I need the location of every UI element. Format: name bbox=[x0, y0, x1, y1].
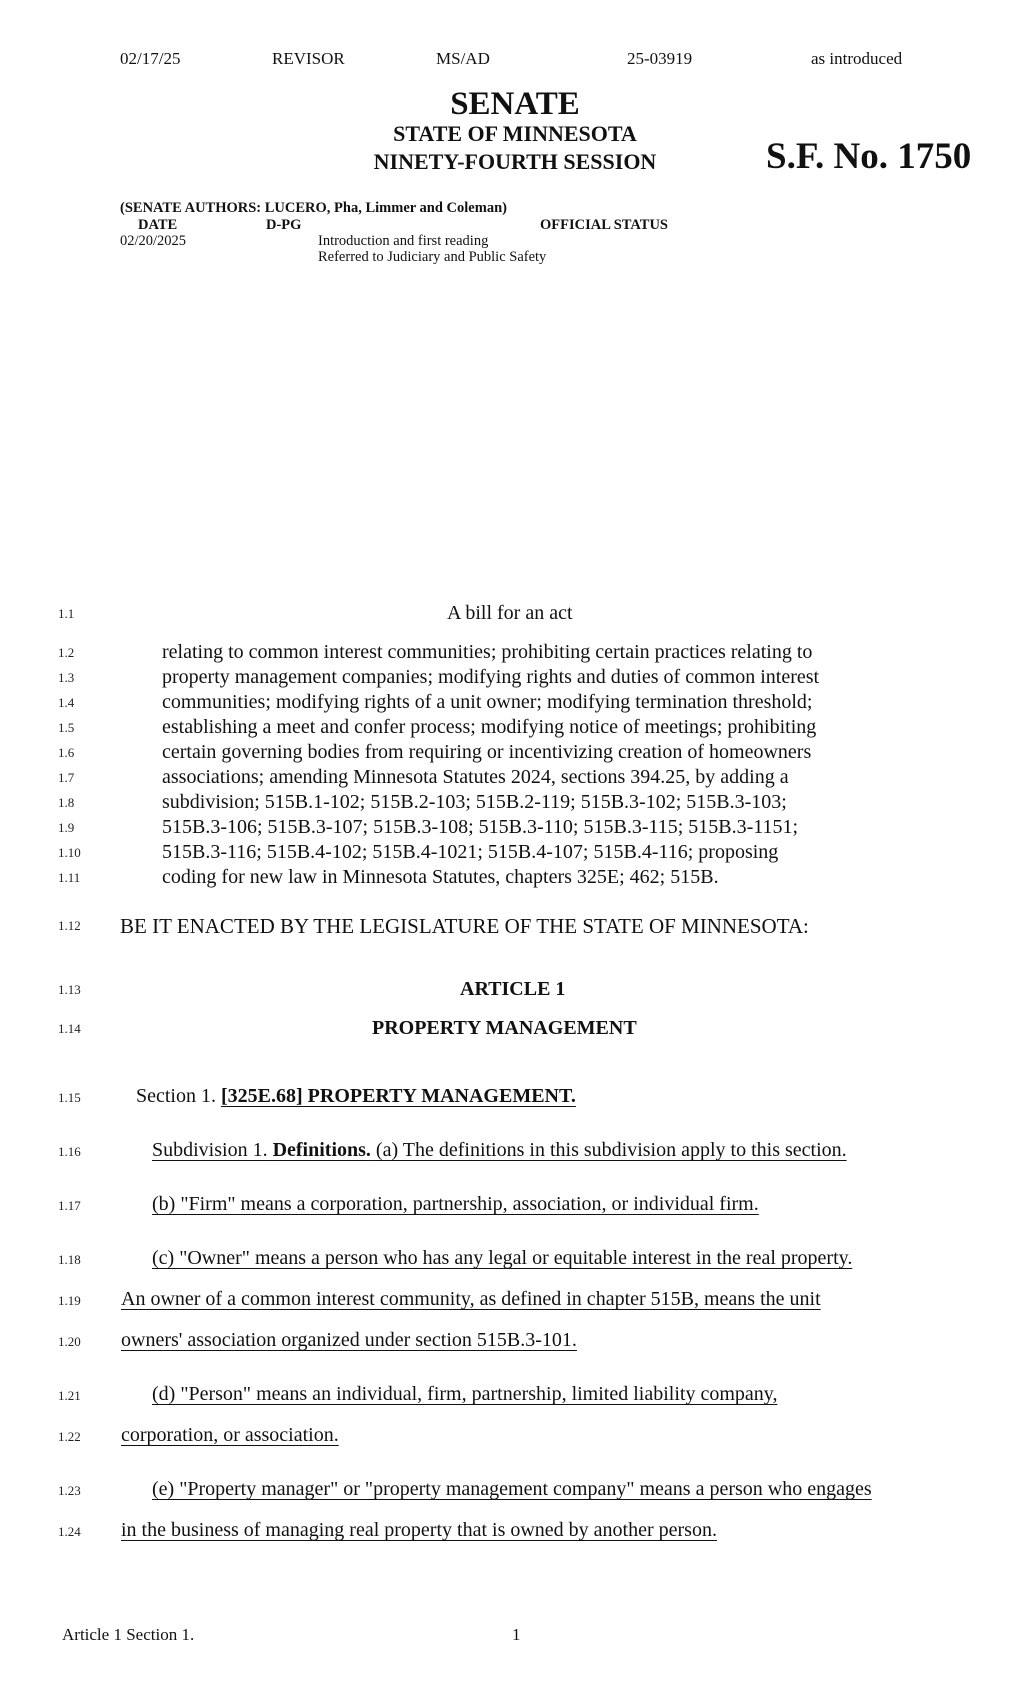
purpose-line: coding for new law in Minnesota Statutes, chapters 325E; 462; 515B. bbox=[162, 866, 719, 888]
purpose-line: communities; modifying rights of a unit owner; modifying termination threshold; bbox=[162, 691, 813, 713]
line-number: 1.11 bbox=[58, 870, 81, 885]
line-number: 1.16 bbox=[58, 1144, 81, 1159]
header-doc-number: 25-03919 bbox=[627, 49, 693, 68]
header-date: 02/17/25 bbox=[120, 49, 181, 68]
line-number: 1.15 bbox=[58, 1090, 81, 1105]
line-number: 1.24 bbox=[58, 1524, 81, 1539]
line-number: 1.1 bbox=[58, 606, 75, 621]
line-number: 1.23 bbox=[58, 1483, 81, 1498]
line-number: 1.14 bbox=[58, 1021, 81, 1036]
purpose-line: establishing a meet and confer process; modifying notice of meetings; prohibiting bbox=[162, 716, 817, 738]
purpose-line: certain governing bodies from requiring or incentivizing creation of homeowners bbox=[162, 741, 812, 763]
definition-property-manager: (e) "Property manager" or "property management company" means a person who engages bbox=[152, 1478, 872, 1500]
subdivision-label: Subdivision 1. bbox=[152, 1139, 268, 1161]
line-number: 1.12 bbox=[58, 918, 81, 933]
line-number: 1.13 bbox=[58, 982, 81, 997]
purpose-line: property management companies; modifying rights and duties of common interest bbox=[162, 666, 820, 688]
status-action-2: Referred to Judiciary and Public Safety bbox=[318, 249, 547, 265]
article-title: PROPERTY MANAGEMENT bbox=[372, 1017, 637, 1039]
definition-firm: (b) "Firm" means a corporation, partnership, association, or individual firm. bbox=[152, 1193, 759, 1215]
line-number: 1.4 bbox=[58, 695, 75, 710]
line-number: 1.20 bbox=[58, 1334, 81, 1349]
line-number: 1.9 bbox=[58, 820, 75, 835]
subdivision-1 bbox=[152, 1139, 847, 1162]
line-number: 1.21 bbox=[58, 1388, 81, 1403]
bill-title: A bill for an act bbox=[447, 602, 573, 624]
subdivision-text: (a) The definitions in this subdivision apply to this section. bbox=[375, 1139, 847, 1161]
definition-owner: (c) "Owner" means a person who has any legal or equitable interest in the real property. bbox=[152, 1247, 853, 1269]
bill-number: S.F. No. 1750 bbox=[766, 136, 972, 177]
line-number: 1.10 bbox=[58, 845, 81, 860]
col-date-label: DATE bbox=[138, 217, 178, 233]
definition-owner-cont: An owner of a common interest community, as defined in chapter 515B, means the unit bbox=[121, 1288, 821, 1310]
line-number: 1.19 bbox=[58, 1293, 81, 1308]
page-number: 1 bbox=[512, 1625, 521, 1644]
line-number: 1.3 bbox=[58, 670, 75, 685]
line-number: 1.6 bbox=[58, 745, 75, 760]
line-number: 1.18 bbox=[58, 1252, 81, 1267]
definition-person: (d) "Person" means an individual, firm, partnership, limited liability company, bbox=[152, 1383, 778, 1405]
section-title: [325E.68] PROPERTY MANAGEMENT. bbox=[221, 1085, 576, 1107]
line-number: 1.5 bbox=[58, 720, 75, 735]
senate-authors: (SENATE AUTHORS: LUCERO, Pha, Limmer and Coleman) bbox=[120, 200, 507, 216]
chamber-title: SENATE bbox=[450, 86, 580, 122]
enacting-clause: BE IT ENACTED BY THE LEGISLATURE OF THE STATE OF MINNESOTA: bbox=[120, 914, 809, 938]
purpose-line: associations; amending Minnesota Statutes 2024, sections 394.25, by adding a bbox=[162, 766, 789, 788]
article-heading: ARTICLE 1 bbox=[460, 978, 566, 1000]
purpose-line: 515B.3-106; 515B.3-107; 515B.3-108; 515B.3-110; 515B.3-115; 515B.3-1151; bbox=[162, 816, 799, 838]
session-title: NINETY-FOURTH SESSION bbox=[373, 149, 657, 174]
definition-person-cont: corporation, or association. bbox=[121, 1424, 339, 1446]
header-initials: MS/AD bbox=[436, 49, 490, 68]
purpose-line: relating to common interest communities; prohibiting certain practices relating to bbox=[162, 641, 813, 663]
header-revisor: REVISOR bbox=[272, 49, 345, 68]
subdivision-heading: Definitions. bbox=[272, 1139, 371, 1161]
state-title: STATE OF MINNESOTA bbox=[393, 121, 637, 146]
definition-property-manager-cont: in the business of managing real property that is owned by another person. bbox=[121, 1519, 717, 1541]
line-number: 1.2 bbox=[58, 645, 75, 660]
line-number: 1.8 bbox=[58, 795, 75, 810]
col-status-label: OFFICIAL STATUS bbox=[540, 217, 668, 233]
definition-owner-cont: owners' association organized under section 515B.3-101. bbox=[121, 1329, 577, 1351]
section-heading bbox=[136, 1085, 576, 1108]
line-number: 1.22 bbox=[58, 1429, 81, 1444]
purpose-line: 515B.3-116; 515B.4-102; 515B.4-1021; 515B.4-107; 515B.4-116; proposing bbox=[162, 841, 779, 863]
status-entry-date: 02/20/2025 bbox=[120, 233, 187, 249]
header-status: as introduced bbox=[811, 49, 903, 68]
section-prefix: Section 1. bbox=[136, 1085, 216, 1107]
footer-location: Article 1 Section 1. bbox=[62, 1625, 195, 1644]
col-dpg-label: D-PG bbox=[266, 217, 302, 233]
purpose-line: subdivision; 515B.1-102; 515B.2-103; 515B.2-119; 515B.3-102; 515B.3-103; bbox=[162, 791, 787, 813]
status-action-1: Introduction and first reading bbox=[318, 233, 489, 249]
line-number: 1.17 bbox=[58, 1198, 81, 1213]
line-number: 1.7 bbox=[58, 770, 75, 785]
